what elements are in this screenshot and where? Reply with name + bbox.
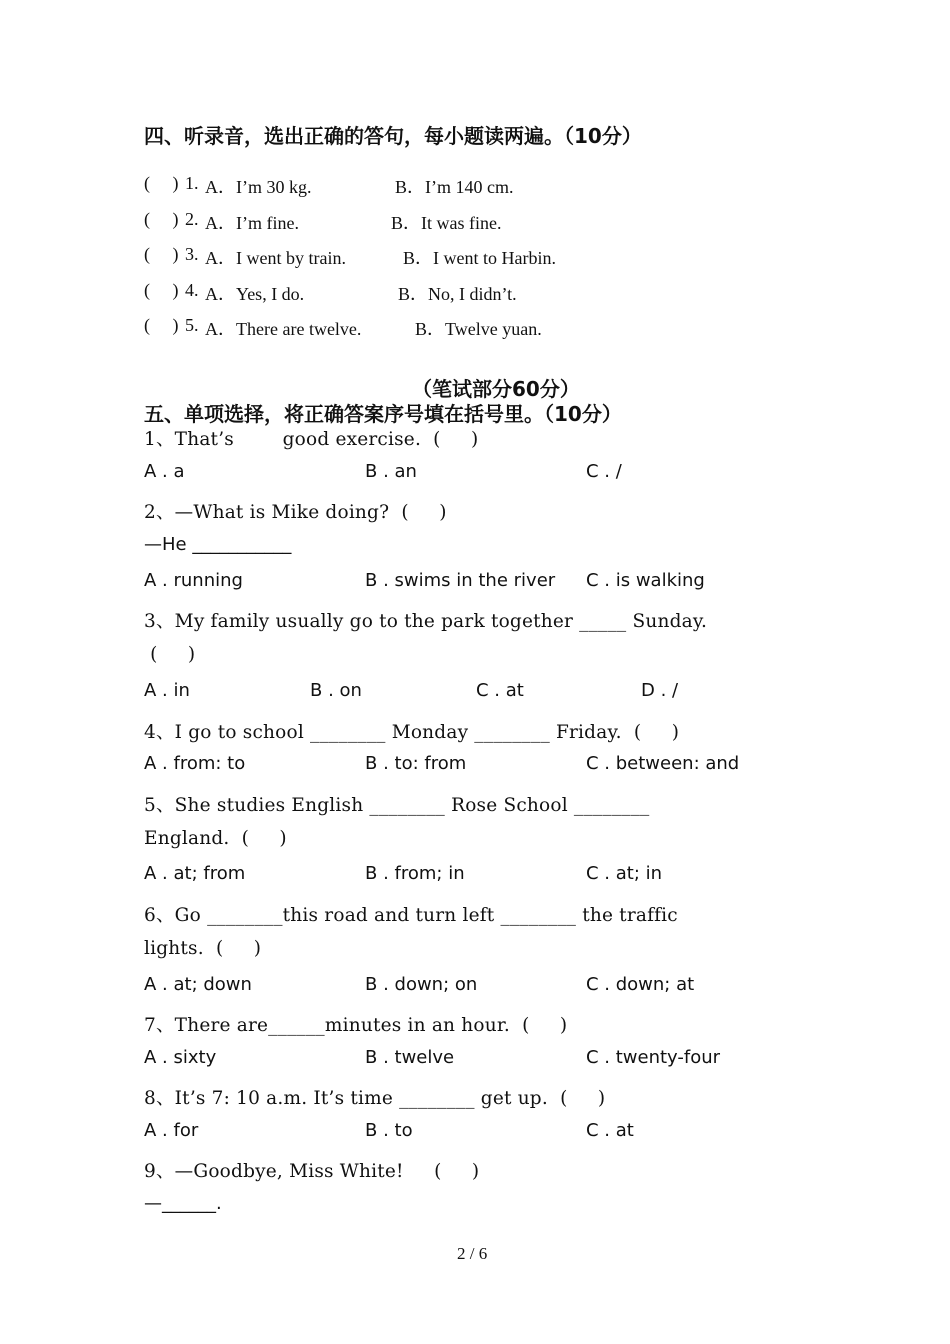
q8-option-b: B . to (365, 1120, 413, 1141)
option-a: A．I went by train. (205, 248, 346, 268)
question-5-cont: England. ( ) (144, 828, 287, 849)
question-8: 8、It’s 7: 10 a.m. It’s time ________ get up. ( ) (144, 1088, 606, 1109)
q3-option-b: B . on (310, 680, 362, 701)
question-1: 1、That’s good exercise. ( ) (144, 429, 479, 450)
answer-bracket[interactable]: ( ) (144, 315, 179, 335)
q2-answer-line[interactable]: —He ___________ (144, 534, 292, 555)
question-number: 1. (185, 173, 199, 193)
option-b: B．No, I didn’t. (398, 284, 517, 304)
option-b: B．I’m 140 cm. (395, 177, 514, 197)
option-a: A．There are twelve. (205, 319, 362, 339)
question-5: 5、She studies English ________ Rose School ________ (144, 795, 650, 816)
q4-option-b: B . to: from (365, 753, 467, 774)
q2-option-b: B . swims in the river (365, 570, 556, 591)
question-number: 3. (185, 244, 199, 264)
question-number: 5. (185, 315, 199, 335)
section4-heading: 四、听录音，选出正确的答句，每小题读两遍。（10分） (144, 124, 642, 148)
q3-option-c: C . at (476, 680, 524, 701)
q3-option-a: A . in (144, 680, 190, 701)
option-a: A．I’m fine. (205, 213, 299, 233)
q6-option-c: C . down; at (586, 974, 695, 995)
q9-answer-line[interactable]: —______. (144, 1193, 222, 1214)
q1-option-c: C . / (586, 461, 622, 482)
q5-option-c: C . at; in (586, 863, 663, 884)
page-number: 2 / 6 (457, 1244, 488, 1263)
option-a: A．Yes, I do. (205, 284, 305, 304)
q7-option-c: C . twenty-four (586, 1047, 721, 1068)
q5-option-a: A . at; from (144, 863, 246, 884)
question-4: 4、I go to school ________ Monday ________ Friday. ( ) (144, 722, 680, 743)
q8-option-c: C . at (586, 1120, 634, 1141)
question-9: 9、—Goodbye, Miss White! ( ) (144, 1161, 480, 1182)
question-number: 4. (185, 280, 199, 300)
q6-option-b: B . down; on (365, 974, 478, 995)
option-a: A．I’m 30 kg. (205, 177, 312, 197)
option-b: B．Twelve yuan. (415, 319, 542, 339)
q7-option-a: A . sixty (144, 1047, 217, 1068)
q4-option-a: A . from: to (144, 753, 246, 774)
q1-option-b: B . an (365, 461, 417, 482)
answer-bracket[interactable]: ( ) (144, 244, 179, 264)
question-3: 3、My family usually go to the park together _____ Sunday. (144, 611, 708, 632)
question-6: 6、Go ________this road and turn left ________ the traffic (144, 905, 678, 926)
option-b: B．It was fine. (391, 213, 502, 233)
question-7: 7、There are______minutes in an hour. ( ) (144, 1015, 568, 1036)
q2-option-c: C . is walking (586, 570, 705, 591)
option-b: B．I went to Harbin. (403, 248, 556, 268)
q2-option-a: A . running (144, 570, 243, 591)
question-3-bracket[interactable]: ( ) (144, 644, 196, 665)
answer-bracket[interactable]: ( ) (144, 280, 179, 300)
answer-bracket[interactable]: ( ) (144, 173, 179, 193)
q1-option-a: A . a (144, 461, 185, 482)
q3-option-d: D . / (641, 680, 679, 701)
answer-bracket[interactable]: ( ) (144, 209, 179, 229)
question-2: 2、—What is Mike doing? ( ) (144, 502, 447, 523)
question-number: 2. (185, 209, 199, 229)
q5-option-b: B . from; in (365, 863, 465, 884)
q8-option-a: A . for (144, 1120, 199, 1141)
q7-option-b: B . twelve (365, 1047, 455, 1068)
q6-option-a: A . at; down (144, 974, 252, 995)
written-part-title: （笔试部分60分） (412, 377, 580, 401)
question-6-cont: lights. ( ) (144, 938, 262, 959)
section5-heading: 五、单项选择，将正确答案序号填在括号里。（10分） (144, 402, 622, 426)
q4-option-c: C . between: and (586, 753, 740, 774)
